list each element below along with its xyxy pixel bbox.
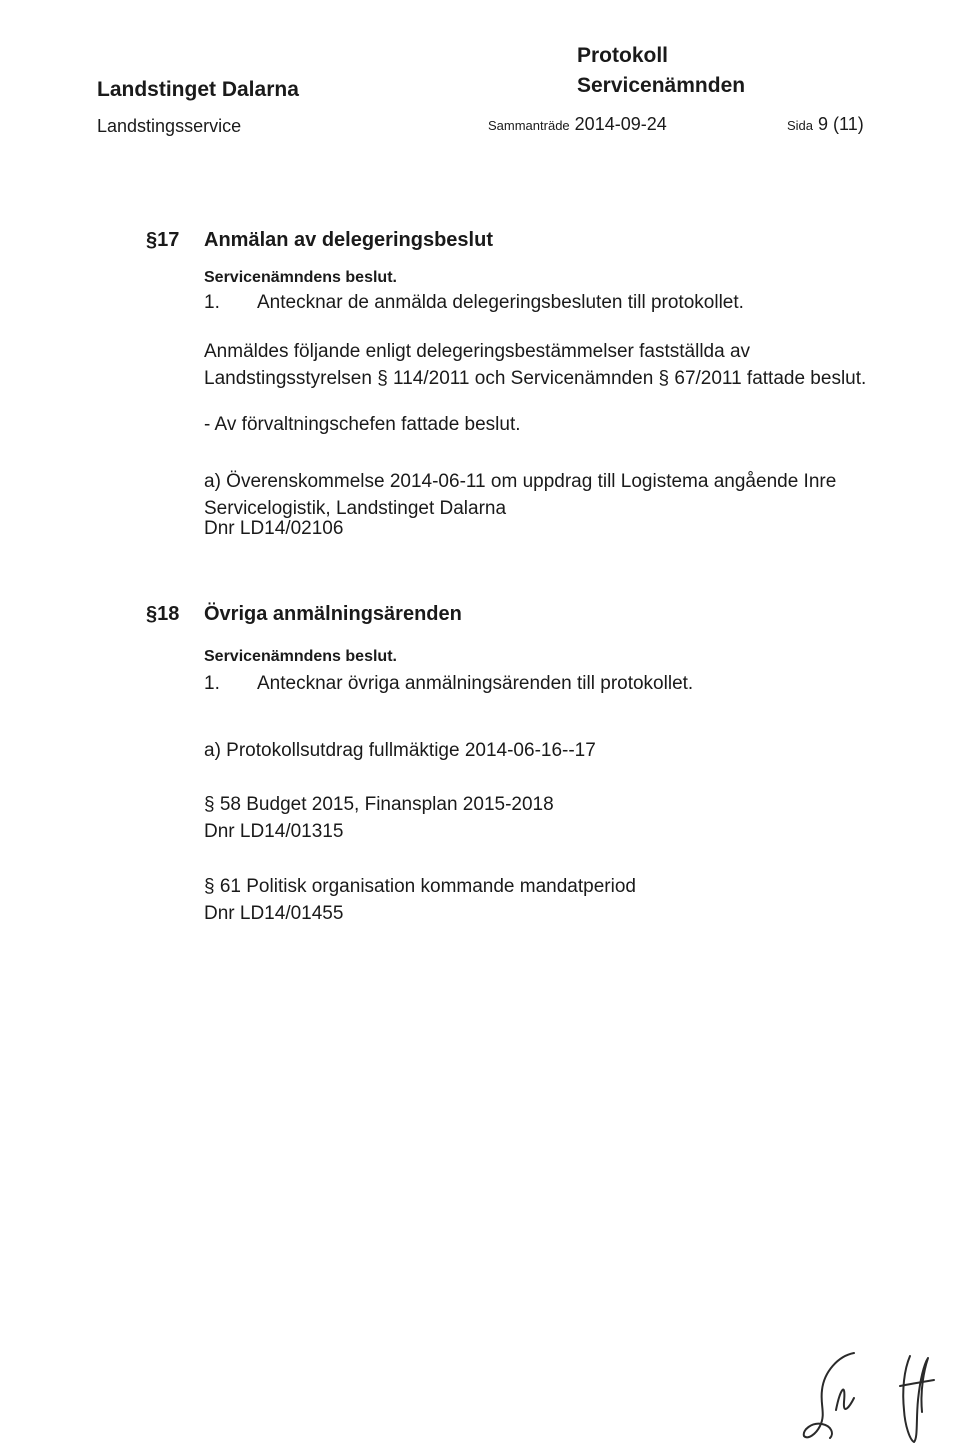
section-18-item-number: 1. <box>204 673 220 694</box>
section-18-bylaw-58: § 58 Budget 2015, Finansplan 2015-2018 <box>204 794 554 815</box>
section-18-bylaw-61: § 61 Politisk organisation kommande mandatperiod <box>204 876 636 897</box>
section-17-decision-label: Servicenämndens beslut. <box>204 269 397 286</box>
page-value: 9 (11) <box>818 114 864 134</box>
signature-stroke-2 <box>836 1390 854 1410</box>
board-name: Servicenämnden <box>577 74 746 97</box>
section-18-bylaw-58-dnr: Dnr LD14/01315 <box>204 821 344 842</box>
section-18-decision-item <box>204 673 693 695</box>
section-17-heading <box>146 229 493 252</box>
meeting-label: Sammanträde <box>488 118 570 133</box>
section-18-decision-label: Servicenämndens beslut. <box>204 648 397 665</box>
signature-stroke-4 <box>900 1380 934 1386</box>
meeting-date <box>488 114 667 135</box>
section-17-decision-item <box>204 292 744 314</box>
section-17-item-number: 1. <box>204 292 220 313</box>
section-17-intro: Anmäldes följande enligt delegeringsbestämmelser fastställda av Landstingsstyrelsen § 114/2011 och Servicenämnden § 67/2011 fattade beslut. <box>204 341 867 389</box>
signature-stroke-3 <box>903 1356 928 1442</box>
section-18-heading <box>146 603 462 626</box>
section-18-title: Övriga anmälningsärenden <box>204 603 462 625</box>
meeting-date-value: 2014-09-24 <box>574 114 667 134</box>
section-18-bylaw-61-dnr: Dnr LD14/01455 <box>204 903 344 924</box>
page-number <box>787 114 864 135</box>
section-17-number: §17 <box>146 229 180 251</box>
section-17-title: Anmälan av delegeringsbeslut <box>204 229 493 251</box>
organization-name: Landstinget Dalarna <box>97 78 299 101</box>
section-17-item-a: a) Överenskommelse 2014-06-11 om uppdrag till Logistema angående Inre Servicelogistik, Landstinget Dalarna <box>204 471 837 519</box>
section-18-item-a: a) Protokollsutdrag fullmäktige 2014-06-16--17 <box>204 740 596 761</box>
signature-stroke-1 <box>804 1353 854 1438</box>
signature-initials <box>800 1350 940 1445</box>
page-label: Sida <box>787 118 814 133</box>
document-type: Protokoll <box>577 44 669 67</box>
department-name: Landstingsservice <box>97 116 242 136</box>
section-18-item-text: Antecknar övriga anmälningsärenden till protokollet. <box>257 673 694 694</box>
section-17-item-text: Antecknar de anmälda delegeringsbesluten till protokollet. <box>257 292 744 313</box>
section-18-number: §18 <box>146 603 180 625</box>
section-17-sub: - Av förvaltningschefen fattade beslut. <box>204 414 521 435</box>
section-17-item-a-dnr: Dnr LD14/02106 <box>204 518 344 539</box>
